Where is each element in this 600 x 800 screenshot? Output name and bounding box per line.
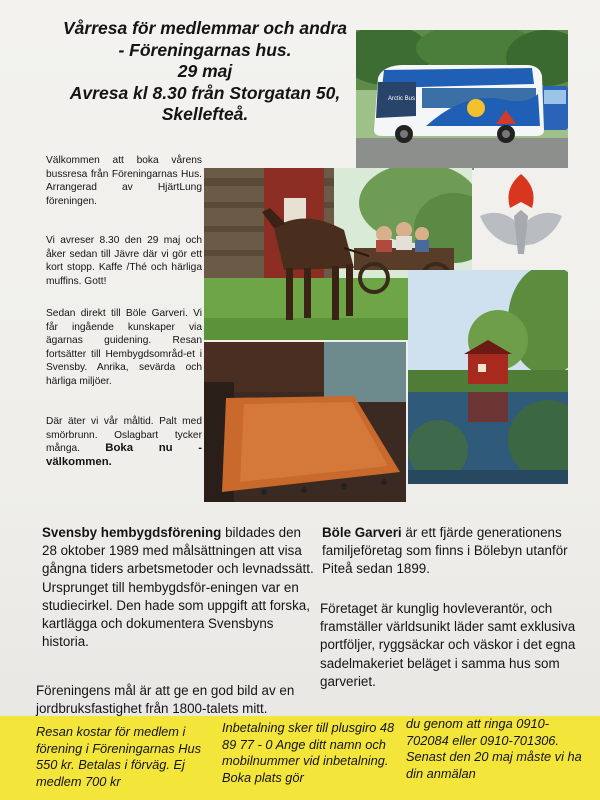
bole-heading: Böle Garveri [322,525,402,540]
association-goal-paragraph: Föreningens mål är att ge en god bild av en jordbruksfastighet från 1800-talets mitt. [36,683,295,717]
bole-paragraph [322,524,574,579]
flyer-title [40,18,370,126]
title-line-4: Avresa kl 8.30 från Storgatan 50, [69,82,341,103]
title-line-5: Skellefteå. [161,104,249,124]
intro-paragraph-2: Vi avreser 8.30 den 29 maj och åker sedan till Jävre där vi gör ett kort stopp. Kaffe /Thé och härliga muffins. Gott! [46,235,202,287]
bus-photo [356,30,568,170]
intro-paragraph-1: Välkommen att boka vårens bussresa från Föreningarnas Hus. Arrangerad av HjärtLung föreningen. [46,155,202,207]
price-info-text: Resan kostar för medlem i förening i Föreningarnas Hus 550 kr. Betalas i förväg. Ej medlem 700 kr [36,724,202,789]
company-paragraph: Företaget är kunglig hovleverantör, och framställer världsunikt läder samt exklusiva portföljer, ryggsäckar och väskor i det egna sadelmakeriet beläget i samma hus som garveriet. [320,601,576,689]
booking-info-text: du genom att ringa 0910-702084 eller 0910-701306. Senast den 20 maj måste vi ha din anmälan [406,716,582,781]
intro-closing-text: Där äter vi vår måltid. Palt med smörbrunn. Oslagbart tycker många. [46,416,202,455]
tulip-logo [474,168,568,268]
svensby-paragraph [42,524,314,651]
bus-windshield-text: Arctic Bus [388,96,416,102]
title-line-2: - Föreningarnas hus. [118,39,292,60]
river-photo [408,270,568,484]
title-line-1: Vårresa för medlemmar och andra [62,18,347,38]
bole-paragraph-text: är ett fjärde generationens familjeföretag som finns i Bölebyn utanför Piteå sedan 1899. [322,525,568,577]
title-line-3: 29 maj [177,61,233,81]
payment-info-text: Inbetalning sker till plusgiro 48 89 77 - 0 Ange ditt namn och mobilnummer vid inbetalning. Boka plats gör [222,720,395,785]
intro-paragraph-4 [46,415,202,469]
book-now-text: Boka nu - välkommen. [46,442,202,468]
intro-paragraph-3: Sedan direkt till Böle Garveri. Vi får ingående kunskaper via ägarnas guidening. Resan fortsätter till Hembygdsområd-et i Svensby. Anrika, sevärda och härliga miljöer. [46,308,202,387]
leather-photo [204,342,406,502]
svensby-heading: Svensby hembygdsförening [42,525,222,540]
svensby-paragraph-text: bildades den 28 oktober 1989 med målsättningen att visa gångna tiders arbetsmetoder och levnadssätt. Ursprunget till hembygdsför-eningen var en studiecirkel. Den hade som uppgift att forska, kartlägga och dokumentera Svensbyns historia. [42,525,314,650]
